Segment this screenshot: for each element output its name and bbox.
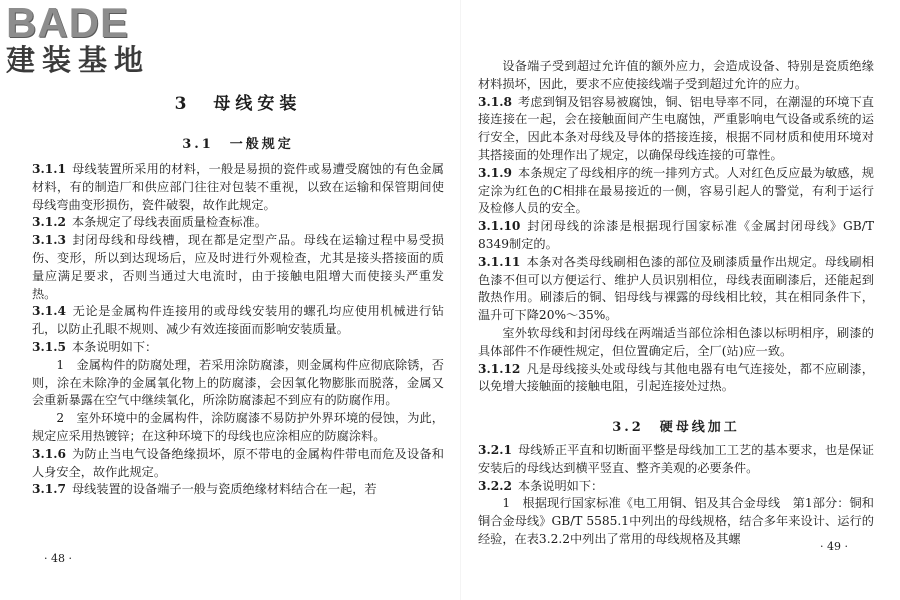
clause-paragraph — [32, 214, 444, 232]
clause-paragraph — [478, 58, 874, 94]
clause-paragraph — [32, 357, 444, 410]
clause-text: 室外软母线和封闭母线在两端适当部位涂相色漆以标明相序，刷漆的具体部件不作硬性规定，但位置确定后，全厂(站)应一致。 — [478, 325, 874, 358]
clause-text: 凡是母线接头处或母线与其他电器有电气连接处，都不应刷漆，以免增大接触面的接触电阻，引起连接处过热。 — [478, 361, 874, 394]
clause-text: 本条规定了母线相序的统一排列方式。人对红色反应最为敏感，规定涂为红色的C相排在最易接近的一侧，容易引起人的警觉，有利于运行及检修人员的安全。 — [478, 165, 874, 216]
clause-text: 封闭母线和母线槽，现在都是定型产品。母线在运输过程中易受损伤、变形，所以到达现场后，应及时进行外观检查，尤其是接头搭接面的质量应满足要求，否则当通过大电流时，由于接触电阻增大而使接头严重发热。 — [32, 233, 444, 301]
clause-text: 母线矫正平直和切断面平整是母线加工工艺的基本要求，也是保证安装后的母线达到横平竖直、整齐美观的必要条件。 — [478, 443, 874, 475]
clause-paragraph — [32, 410, 444, 446]
site-logo — [6, 0, 186, 77]
page-number-right: · 49 · — [820, 540, 848, 553]
left-page-body — [32, 161, 444, 499]
clause-text: 无论是金属构件连接用的或母线安装用的螺孔均应使用机械进行钻孔，以防止孔眼不规则、减少有效连接面而影响安装质量。 — [32, 304, 444, 337]
clause-text: 1 根据现行国家标准《电工用铜、铝及其合金母线 第1部分：铜和铜合金母线》GB/T 5585.1中列出的母线规格，结合多年来设计、运行的经验，在表3.2.2中列出了常用的母线规格及其螺 — [478, 496, 874, 546]
clause-number: 3.1.5 — [32, 339, 66, 354]
clause-number: 3.1.6 — [32, 446, 66, 461]
page-number-left: · 48 · — [44, 552, 72, 565]
clause-text: 为防止当电气设备绝缘损坏，原不带电的金属构件带电而危及设备和人身安全，故作此规定。 — [32, 446, 444, 479]
clause-text: 母线装置的设备端子一般与瓷质绝缘材料结合在一起，若 — [71, 482, 377, 497]
clause-paragraph — [478, 165, 874, 218]
clause-paragraph — [478, 442, 874, 478]
right-page-body-bottom — [478, 442, 874, 549]
chapter-title: 3 母线安装 — [174, 94, 302, 114]
clause-number: 3.2.2 — [478, 478, 512, 493]
clause-paragraph — [478, 478, 874, 496]
clause-text: 本条说明如下： — [71, 339, 158, 354]
page-gutter — [460, 0, 461, 600]
clause-paragraph — [478, 495, 874, 548]
clause-number: 3.1.7 — [32, 482, 66, 497]
section-title-3-2: 3.2 硬母线加工 — [612, 420, 740, 435]
clause-paragraph — [478, 361, 874, 397]
clause-text: 考虑到铜及铝容易被腐蚀，铜、铝电导率不同，在潮湿的环境下直接连接在一起，会在接触面间产生电腐蚀，严重影响电气设备或系统的运行安全，因此本条对母线及导体的搭接连接，根据不同材质和使用环境对其搭接面的处理作出了规定，以确保母线连接的可靠性。 — [478, 94, 874, 162]
clause-text: 封闭母线的涂漆是根据现行国家标准《金属封闭母线》GB/T 8349制定的。 — [478, 219, 874, 251]
clause-text: 1 金属构件的防腐处理，若采用涂防腐漆，则金属构件应彻底除锈，否则，涂在未除净的金属氧化物上的防腐漆，会因氧化物膨胀而脱落，金属又会重新暴露在空气中继续氧化，所涂防腐漆起不到应有的防腐作用。 — [32, 357, 444, 408]
clause-paragraph — [32, 232, 444, 303]
clause-number: 3.1.11 — [478, 254, 521, 269]
clause-paragraph — [32, 303, 444, 339]
clause-paragraph — [478, 254, 874, 325]
clause-number: 3.2.1 — [478, 443, 512, 457]
clause-text: 母线装置所采用的材料，一般是易损的瓷件或易遭受腐蚀的有色金属材料，有的制造厂和供应部门往往对包装不重视，以致在运输和保管期间使母线弯曲变形损伤，瓷件破裂，故作此规定。 — [32, 162, 444, 212]
clause-text: 本条对各类母线刷相色漆的部位及刷漆质量作出规定。母线刷相色漆不但可以方便运行、维护人员识别相位，母线表面刷漆后，还能起到散热作用。刷漆后的铜、铝母线与裸露的母线相比较，其在相同条件下，温升可下降20%～35%。 — [478, 254, 874, 323]
clause-text: 本条说明如下： — [517, 478, 604, 493]
clause-paragraph — [32, 481, 444, 499]
clause-number: 3.1.9 — [478, 165, 512, 180]
clause-text: 本条规定了母线表面质量检查标准。 — [71, 215, 267, 230]
logo-brand: BADE — [6, 0, 130, 46]
clause-number: 3.1.2 — [32, 215, 66, 230]
clause-paragraph — [478, 94, 874, 165]
section-title-3-1: 3.1 一般规定 — [182, 137, 294, 152]
clause-paragraph — [32, 446, 444, 482]
logo-subtitle: 建装基地 — [6, 43, 151, 77]
clause-number: 3.1.12 — [478, 361, 521, 376]
clause-paragraph — [32, 339, 444, 357]
clause-number: 3.1.8 — [478, 94, 512, 109]
clause-number: 3.1.10 — [478, 219, 521, 234]
clause-number: 3.1.3 — [32, 233, 66, 248]
right-page-body-top — [478, 58, 874, 396]
clause-number: 3.1.4 — [32, 304, 66, 319]
clause-text: 2 室外环境中的金属构件，涂防腐漆不易防护外界环境的侵蚀，为此，规定应采用热镀锌；在这种环境下的母线也应涂相应的防腐涂料。 — [32, 411, 444, 443]
clause-number: 3.1.1 — [32, 162, 66, 176]
clause-text: 设备端子受到超过允许值的额外应力，会造成设备、特别是瓷质绝缘材料损坏，因此，要求不应使接线端子受到超过允许的应力。 — [478, 59, 874, 91]
clause-paragraph — [32, 161, 444, 214]
clause-paragraph — [478, 325, 874, 361]
clause-paragraph — [478, 218, 874, 254]
